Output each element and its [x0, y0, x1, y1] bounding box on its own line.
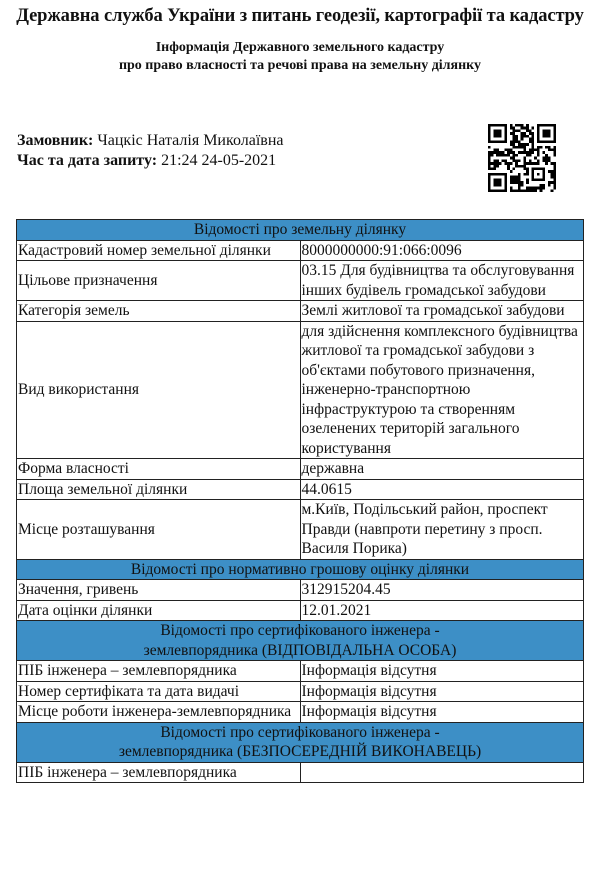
table-row [17, 580, 584, 601]
qr-module [523, 135, 526, 138]
qr-module [512, 135, 515, 138]
table-row [17, 261, 584, 301]
qr-module [545, 159, 548, 162]
qr-module [512, 129, 515, 132]
qr-module [510, 127, 513, 130]
qr-module [488, 151, 491, 154]
qr-module [523, 148, 526, 151]
customer-line [17, 131, 284, 151]
section-header-engineer-executor [17, 722, 584, 762]
row-label: Цільове призначення [17, 261, 301, 301]
table-row [17, 459, 584, 480]
qr-module [510, 178, 513, 181]
qr-module [512, 176, 515, 179]
qr-module [534, 189, 537, 192]
qr-module [526, 170, 529, 173]
qr-module [521, 143, 524, 146]
qr-module [532, 189, 535, 192]
qr-module [523, 157, 526, 160]
qr-module [496, 151, 499, 154]
qr-module [510, 132, 513, 135]
qr-module [515, 165, 518, 168]
qr-module [540, 184, 543, 187]
qr-module [548, 159, 551, 162]
qr-module [496, 148, 499, 151]
qr-module [553, 170, 556, 173]
qr-module [507, 148, 510, 151]
qr-module [523, 127, 526, 130]
qr-module [512, 143, 515, 146]
section-title-line-2: землевпорядника (ВІДПОВІДАЛЬНА ОСОБА) [143, 641, 457, 659]
qr-module [521, 184, 524, 187]
qr-module [523, 132, 526, 135]
qr-module [526, 173, 529, 176]
qr-module [521, 124, 524, 127]
qr-module [553, 184, 556, 187]
qr-module [526, 135, 529, 138]
qr-module [553, 168, 556, 171]
qr-module [526, 178, 529, 181]
qr-module [512, 132, 515, 135]
qr-module [532, 151, 535, 154]
qr-module [518, 178, 521, 181]
qr-module [537, 162, 540, 165]
qr-module [515, 140, 518, 143]
qr-module [488, 165, 491, 168]
qr-module [553, 146, 556, 149]
qr-module [518, 146, 521, 149]
qr-module [553, 165, 556, 168]
qr-module [502, 159, 505, 162]
qr-module [507, 168, 510, 171]
qr-module [540, 189, 543, 192]
qr-module [521, 132, 524, 135]
qr-module [515, 181, 518, 184]
qr-module [488, 146, 491, 149]
qr-module [496, 165, 499, 168]
qr-module [504, 162, 507, 165]
qr-module [553, 154, 556, 157]
qr-module [512, 159, 515, 162]
qr-module [553, 148, 556, 151]
row-label: Форма власності [17, 459, 301, 480]
qr-module [499, 151, 502, 154]
qr-module [526, 154, 529, 157]
section-title: Відомості про нормативно грошову оцінку ділянки [17, 559, 584, 580]
qr-module [534, 162, 537, 165]
section-title-line-1: Відомості про сертифікованого інженера - [160, 622, 440, 639]
table-row [17, 301, 584, 322]
qr-module [532, 127, 535, 130]
qr-module [515, 189, 518, 192]
customer-label: Замовник: [17, 132, 94, 149]
qr-module [542, 184, 545, 187]
qr-module [537, 148, 540, 151]
request-time-label: Час та дата запиту: [17, 152, 158, 169]
table-row [17, 600, 584, 621]
qr-module [515, 138, 518, 141]
qr-module [529, 148, 532, 151]
section-header-valuation [17, 559, 584, 580]
qr-module [512, 146, 515, 149]
qr-module [532, 143, 535, 146]
qr-module [491, 168, 494, 171]
qr-module [521, 135, 524, 138]
row-value: Інформація відсутня [300, 702, 584, 723]
row-label: Номер сертифіката та дата видачі [17, 681, 301, 702]
row-value: 44.0615 [300, 479, 584, 500]
qr-module [523, 146, 526, 149]
qr-module [551, 181, 554, 184]
qr-module [532, 135, 535, 138]
qr-module [537, 146, 540, 149]
qr-module [537, 187, 540, 190]
qr-module [534, 187, 537, 190]
qr-module [512, 151, 515, 154]
qr-module [553, 181, 556, 184]
row-value: 8000000000:91:066:0096 [300, 240, 584, 261]
qr-module [510, 162, 513, 165]
qr-module [512, 178, 515, 181]
qr-module [548, 148, 551, 151]
section-title: Відомості про земельну ділянку [17, 220, 584, 241]
row-value: державна [300, 459, 584, 480]
table-row [17, 240, 584, 261]
qr-module [529, 132, 532, 135]
qr-module [551, 176, 554, 179]
qr-module [518, 189, 521, 192]
table-row [17, 702, 584, 723]
qr-module [515, 159, 518, 162]
qr-module [537, 159, 540, 162]
qr-module [518, 143, 521, 146]
qr-module [493, 159, 496, 162]
qr-module [518, 151, 521, 154]
qr-module [523, 143, 526, 146]
qr-module [523, 159, 526, 162]
qr-module [491, 151, 494, 154]
document-title: Державна служба України з питань геодезії, картографії та кадастру [16, 6, 584, 26]
row-label: Місце розташування [17, 500, 301, 560]
qr-module [540, 146, 543, 149]
qr-module [510, 181, 513, 184]
table-row [17, 661, 584, 682]
qr-module [532, 162, 535, 165]
qr-module [518, 181, 521, 184]
qr-module [510, 151, 513, 154]
qr-module [545, 146, 548, 149]
qr-module [551, 162, 554, 165]
qr-module [518, 140, 521, 143]
qr-module [510, 189, 513, 192]
qr-module [512, 127, 515, 130]
section-title-line-2: землевпорядника (БЕЗПОСЕРЕДНІЙ ВИКОНАВЕЦЬ) [118, 743, 482, 760]
qr-module [534, 148, 537, 151]
qr-module [496, 162, 499, 165]
qr-module [529, 159, 532, 162]
qr-module [534, 157, 537, 160]
table-row [17, 762, 584, 783]
qr-module [521, 138, 524, 141]
qr-module [526, 189, 529, 192]
qr-module [523, 168, 526, 171]
row-label: Значення, гривень [17, 580, 301, 601]
qr-module [545, 162, 548, 165]
table-row [17, 321, 584, 459]
qr-module [512, 189, 515, 192]
qr-module [510, 140, 513, 143]
qr-module [521, 165, 524, 168]
qr-module [499, 162, 502, 165]
qr-module [529, 154, 532, 157]
section-title [17, 722, 584, 762]
row-label: Кадастровий номер земельної ділянки [17, 240, 301, 261]
row-value [300, 762, 584, 783]
subtitle-line-2: про право власності та речові права на земельну ділянку [118, 58, 482, 73]
qr-module [537, 151, 540, 154]
qr-module [532, 146, 535, 149]
qr-module [553, 187, 556, 190]
qr-module [496, 159, 499, 162]
row-value: 12.01.2021 [300, 600, 584, 621]
qr-module [493, 151, 496, 154]
qr-module [523, 173, 526, 176]
table-row [17, 681, 584, 702]
qr-module [526, 151, 529, 154]
qr-module [499, 154, 502, 157]
qr-module [523, 189, 526, 192]
row-value: 312915204.45 [300, 580, 584, 601]
qr-module [488, 168, 491, 171]
qr-module [551, 189, 554, 192]
qr-module [491, 154, 494, 157]
section-title-line-1: Відомості про сертифікованого інженера - [160, 723, 440, 741]
qr-module [553, 162, 556, 165]
qr-module [518, 187, 521, 190]
qr-module [540, 187, 543, 190]
row-value: Інформація відсутня [300, 661, 584, 682]
qr-module [518, 173, 521, 176]
row-label: Категорія земель [17, 301, 301, 322]
qr-module [504, 154, 507, 157]
qr-module [512, 168, 515, 171]
qr-module [488, 159, 491, 162]
qr-module [512, 140, 515, 143]
row-value: Землі житлової та громадської забудови [300, 301, 584, 322]
request-time-value: 21:24 24-05-2021 [161, 152, 277, 169]
document-subtitle [0, 39, 600, 75]
qr-module [526, 162, 529, 165]
cadastre-info-table [16, 219, 584, 783]
qr-module [526, 127, 529, 130]
row-value: для здійснення комплексного будівництва житлової та громадської забудови з об'єктами побутового призначення, інженерно-транспортною інфраструктурою та створенням озеленених територій загального користування [300, 321, 584, 459]
qr-module [515, 129, 518, 132]
qr-module [507, 154, 510, 157]
qr-module [532, 138, 535, 141]
row-label: Дата оцінки ділянки [17, 600, 301, 621]
qr-module [496, 154, 499, 157]
qr-module [529, 189, 532, 192]
qr-module [512, 181, 515, 184]
qr-module [532, 187, 535, 190]
request-meta [17, 131, 284, 171]
qr-module [523, 151, 526, 154]
qr-module [493, 162, 496, 165]
qr-module [553, 151, 556, 154]
qr-module [493, 165, 496, 168]
qr-module [518, 165, 521, 168]
qr-module [515, 176, 518, 179]
qr-module [521, 181, 524, 184]
qr-module [529, 151, 532, 154]
qr-module [518, 176, 521, 179]
qr-module [523, 162, 526, 165]
qr-module [529, 187, 532, 190]
qr-module [512, 157, 515, 160]
qr-module [515, 154, 518, 157]
qr-module [488, 157, 491, 160]
qr-module [532, 148, 535, 151]
row-label: Вид використання [17, 321, 301, 459]
qr-module [504, 148, 507, 151]
row-label: ПІБ інженера – землевпорядника [17, 762, 301, 783]
qr-module [537, 154, 540, 157]
row-label: Площа земельної ділянки [17, 479, 301, 500]
qr-module [553, 173, 556, 176]
qr-module [488, 162, 491, 165]
qr-module [526, 187, 529, 190]
qr-module [553, 178, 556, 181]
subtitle-line-1: Інформація Державного земельного кадастру [155, 40, 445, 55]
qr-module [507, 151, 510, 154]
qr-module [507, 165, 510, 168]
qr-module [521, 146, 524, 149]
qr-module [529, 138, 532, 141]
qr-module [532, 132, 535, 135]
qr-module [510, 157, 513, 160]
qr-module [548, 157, 551, 160]
request-time-line [17, 151, 284, 171]
qr-module [507, 162, 510, 165]
qr-module [523, 165, 526, 168]
qr-module [542, 187, 545, 190]
row-label: Місце роботи інженера-землевпорядника [17, 702, 301, 723]
qr-module [518, 184, 521, 187]
qr-module [510, 124, 513, 127]
section-header-engineer-responsible [17, 621, 584, 661]
qr-module [518, 124, 521, 127]
qr-module [548, 184, 551, 187]
qr-module [529, 129, 532, 132]
row-value: м.Київ, Подільський район, проспект Правди (навпроти перетину з просп. Василя Порика) [300, 500, 584, 560]
qr-module [551, 148, 554, 151]
qr-module [548, 170, 551, 173]
qr-module [518, 159, 521, 162]
qr-module [542, 159, 545, 162]
qr-module [526, 124, 529, 127]
qr-module [515, 162, 518, 165]
qr-module [515, 178, 518, 181]
qr-module [551, 170, 554, 173]
qr-module [515, 146, 518, 149]
qr-module [510, 148, 513, 151]
qr-module [502, 154, 505, 157]
qr-module [510, 170, 513, 173]
qr-module [510, 143, 513, 146]
qr-module [548, 181, 551, 184]
qr-module [488, 154, 491, 157]
qr-module [553, 176, 556, 179]
table-row [17, 479, 584, 500]
qr-module [502, 151, 505, 154]
qr-module [493, 148, 496, 151]
qr-module [491, 162, 494, 165]
qr-module [529, 140, 532, 143]
qr-code-icon [488, 122, 556, 194]
qr-module [510, 187, 513, 190]
qr-module [512, 138, 515, 141]
qr-module [551, 173, 554, 176]
qr-module [545, 157, 548, 160]
qr-module [542, 151, 545, 154]
qr-module [518, 129, 521, 132]
qr-module [510, 176, 513, 179]
section-title [17, 621, 584, 661]
qr-module [529, 162, 532, 165]
qr-module [548, 146, 551, 149]
section-header-land-plot [17, 220, 584, 241]
qr-module [521, 189, 524, 192]
qr-module [493, 168, 496, 171]
qr-module [532, 140, 535, 143]
row-value: 03.15 Для будівництва та обслуговування інших будівель громадської забудови [300, 261, 584, 301]
qr-module [521, 127, 524, 130]
customer-value: Чацкіс Наталія Миколаївна [97, 132, 284, 149]
qr-module [526, 129, 529, 132]
qr-module [515, 135, 518, 138]
qr-module [526, 181, 529, 184]
qr-module [526, 143, 529, 146]
qr-module [521, 151, 524, 154]
qr-module [542, 157, 545, 160]
qr-module [504, 159, 507, 162]
qr-module [526, 168, 529, 171]
row-value: Інформація відсутня [300, 681, 584, 702]
row-label: ПІБ інженера – землевпорядника [17, 661, 301, 682]
table-row [17, 500, 584, 560]
qr-module [512, 154, 515, 157]
qr-module [515, 124, 518, 127]
qr-module [545, 154, 548, 157]
